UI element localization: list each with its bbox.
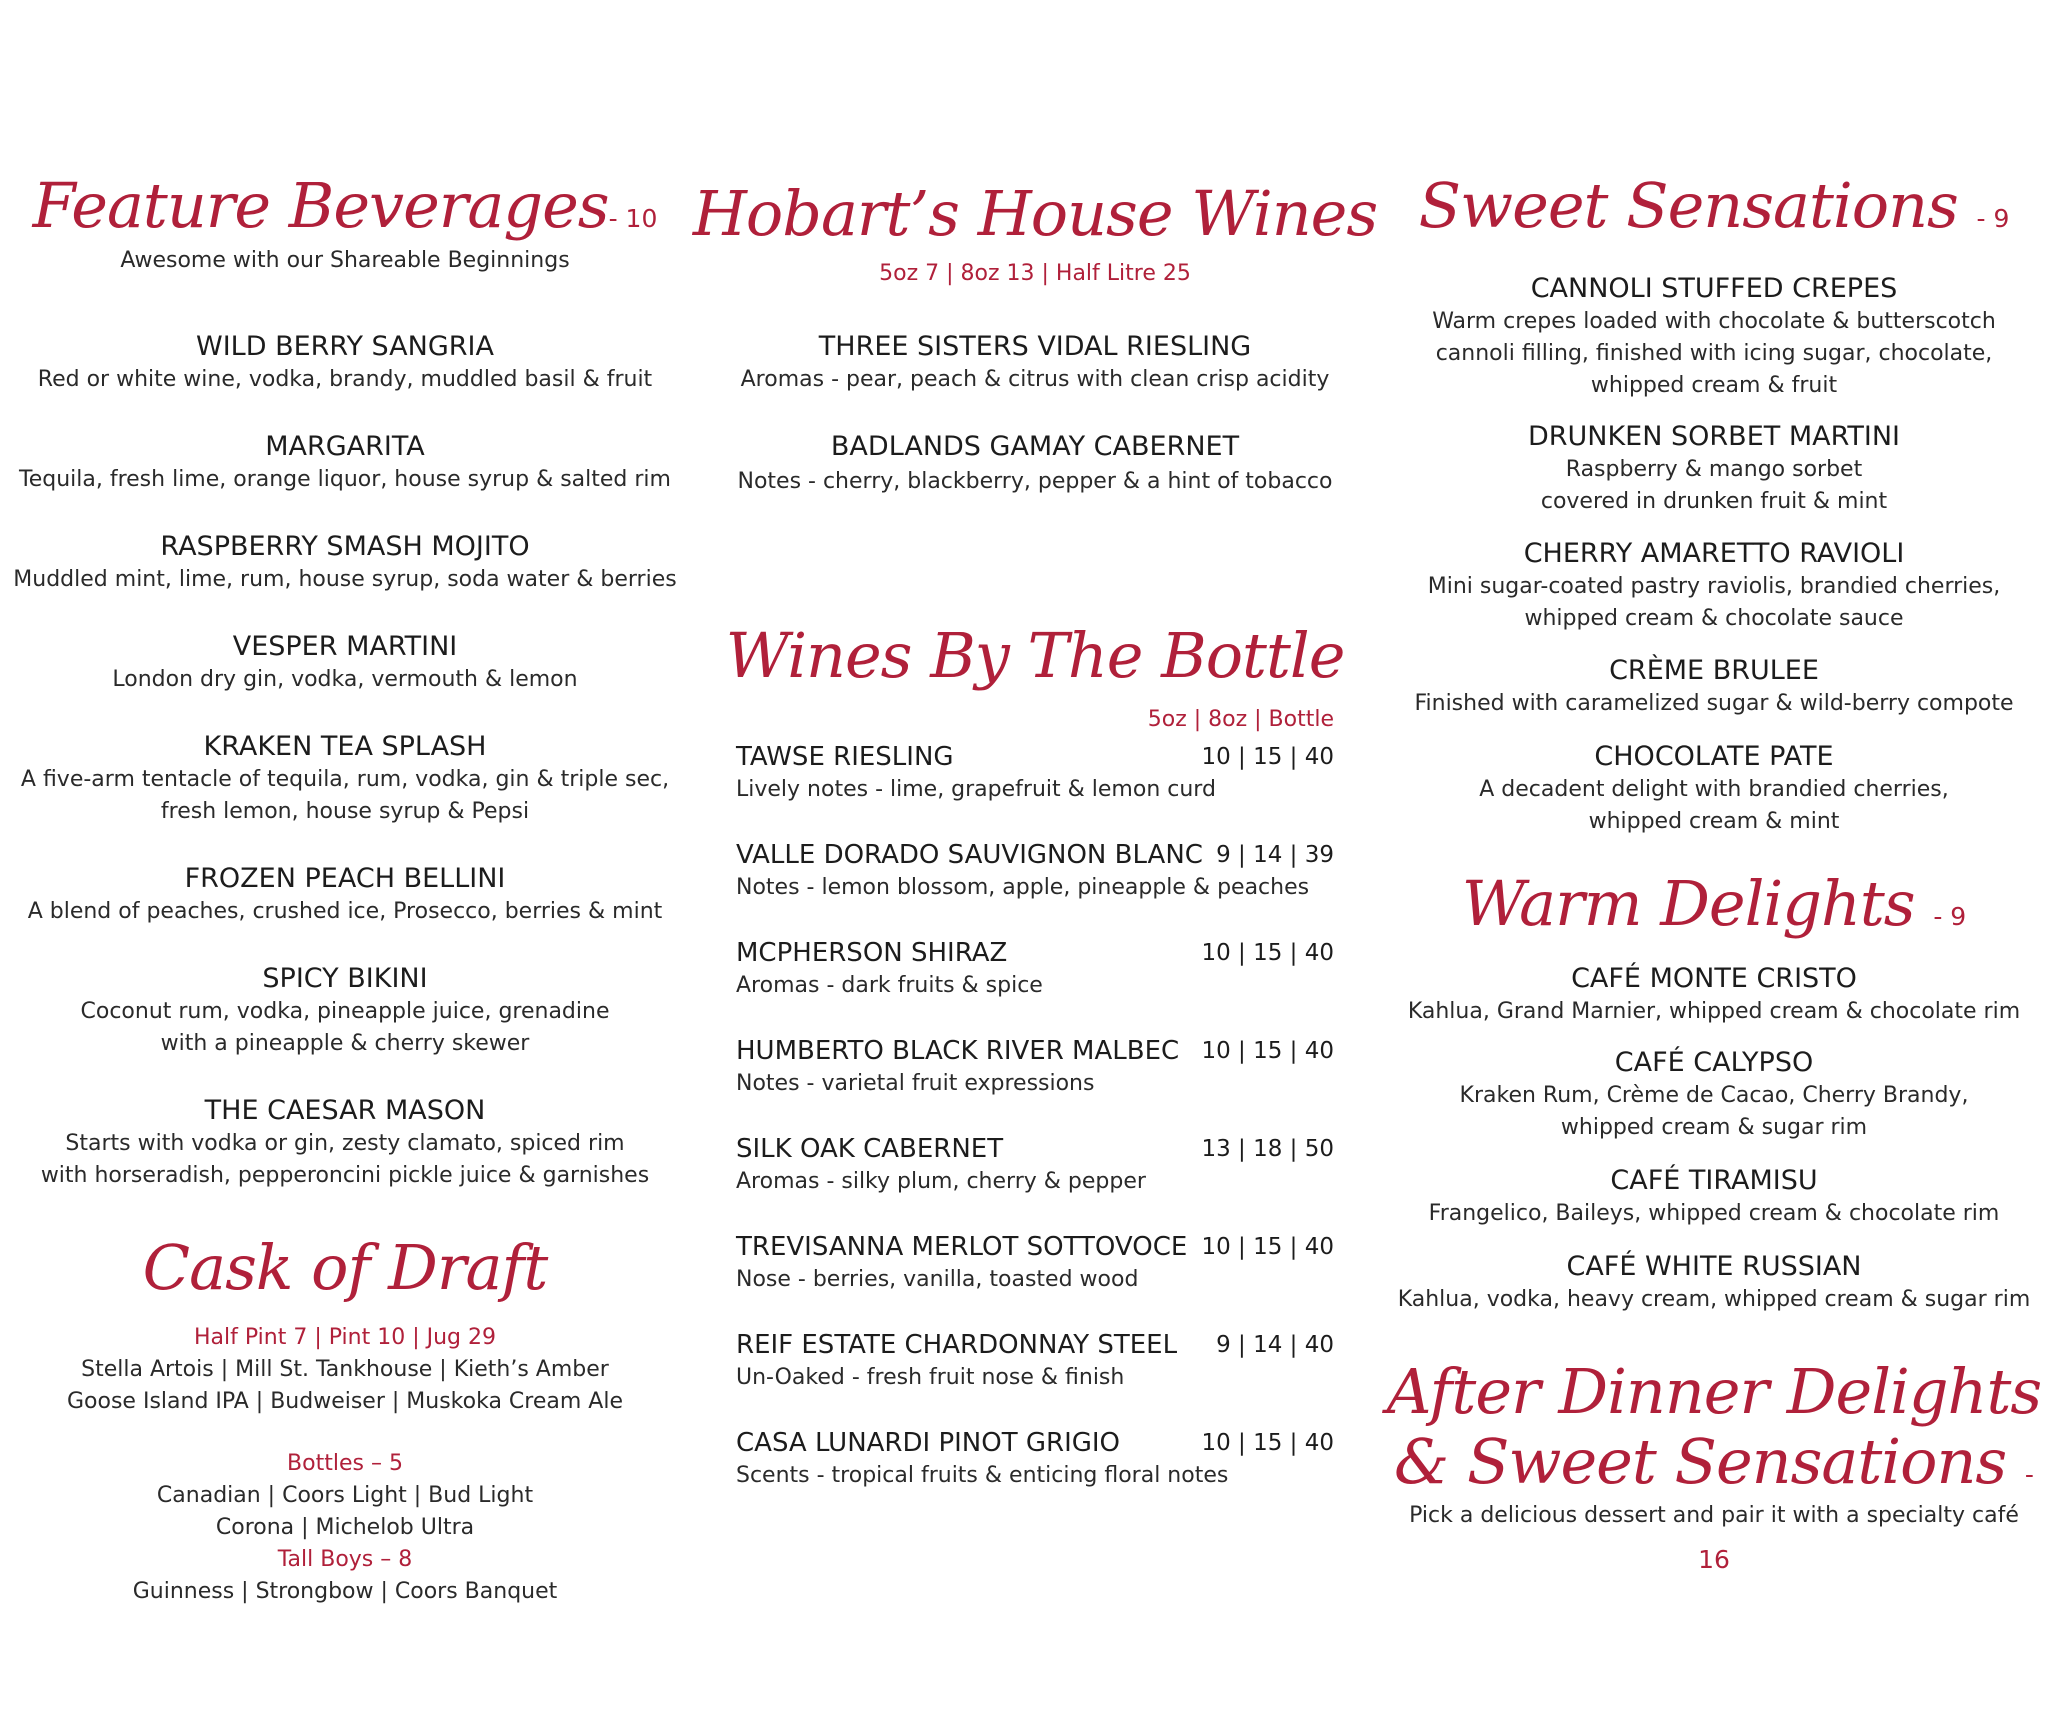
bottle-wine-desc: Notes - lemon blossom, apple, pineapple & peaches (736, 875, 1310, 900)
bottle-wine-name: VALLE DORADO SAUVIGNON BLANC (736, 840, 1203, 870)
bottles-line1: Canadian | Coors Light | Bud Light (156, 1483, 534, 1508)
beverage-desc: Tequila, fresh lime, orange liquor, house syrup & salted rim (19, 467, 671, 492)
after-desc: Pick a delicious dessert and pair it with a specialty café (1409, 1503, 2019, 1528)
bottle-wine-price: 10 | 15 | 40 (1201, 1038, 1334, 1064)
bottle-wine-desc: Un-Oaked - fresh fruit nose & finish (736, 1365, 1125, 1390)
house-wines-title: Hobart’s House Wines (692, 177, 1378, 250)
sweet-item-desc: covered in drunken fruit & mint (1540, 489, 1888, 514)
sweet-item-desc: whipped cream & chocolate sauce (1524, 606, 1904, 631)
bottle-wine-name: CASA LUNARDI PINOT GRIGIO (736, 1428, 1121, 1458)
beverage-desc: London dry gin, vodka, vermouth & lemon (112, 667, 578, 692)
sweet-item-desc: Mini sugar-coated pastry raviolis, brandied cherries, (1427, 574, 2001, 599)
bottles-line2: Corona | Michelob Ultra (215, 1515, 475, 1540)
after-title-line1: After Dinner Delights (1386, 1355, 2042, 1428)
bottle-wine-desc: Aromas - dark fruits & spice (736, 973, 1043, 998)
warm-price: - 9 (1933, 902, 1967, 931)
warm-item-name: CAFÉ WHITE RUSSIAN (1566, 1251, 1862, 1282)
bottle-wine-desc: Aromas - silky plum, cherry & pepper (736, 1169, 1146, 1194)
sweet-item-name: CRÈME BRULEE (1609, 655, 1819, 686)
bottle-wines-title: Wines By The Bottle (725, 619, 1345, 692)
feature-title: Feature Beverages (32, 169, 609, 242)
beverage-name: RASPBERRY SMASH MOJITO (160, 531, 530, 562)
beverage-desc: Starts with vodka or gin, zesty clamato, spiced rim (65, 1131, 625, 1156)
house-wines-prices: 5oz 7 | 8oz 13 | Half Litre 25 (879, 261, 1191, 286)
warm-item-desc: Kraken Rum, Crème de Cacao, Cherry Brandy, (1459, 1083, 1969, 1108)
bottle-wine-name: TREVISANNA MERLOT SOTTOVOCE (736, 1232, 1188, 1262)
beverage-desc: with a pineapple & cherry skewer (160, 1031, 530, 1056)
bottle-wine-desc: Scents - tropical fruits & enticing floral notes (736, 1463, 1229, 1488)
bottle-wine-name: HUMBERTO BLACK RIVER MALBEC (736, 1036, 1180, 1066)
bottle-wines-header: 5oz | 8oz | Bottle (1147, 707, 1334, 732)
after-title-line2: & Sweet Sensations (1394, 1425, 2007, 1498)
beverage-name: THE CAESAR MASON (204, 1095, 486, 1126)
beverage-desc: with horseradish, pepperoncini pickle juice & garnishes (40, 1163, 650, 1188)
draft-line2: Goose Island IPA | Budweiser | Muskoka Cream Ale (67, 1389, 623, 1414)
house-wine-desc: Notes - cherry, blackberry, pepper & a hint of tobacco (737, 469, 1333, 494)
sweet-title-block (1380, 170, 2048, 255)
sweet-price: - 9 (1976, 204, 2010, 233)
sweet-item-desc: Raspberry & mango sorbet (1565, 457, 1863, 482)
sweet-item-desc: Finished with caramelized sugar & wild-berry compote (1414, 691, 2014, 716)
warm-item-desc: Kahlua, Grand Marnier, whipped cream & chocolate rim (1407, 999, 2021, 1024)
beverage-desc: A blend of peaches, crushed ice, Prosecco, berries & mint (27, 899, 663, 924)
beverage-name: FROZEN PEACH BELLINI (184, 863, 506, 894)
beverage-desc: A five-arm tentacle of tequila, rum, vodka, gin & triple sec, (20, 767, 670, 792)
warm-item-desc: Kahlua, vodka, heavy cream, whipped cream & sugar rim (1397, 1287, 2031, 1312)
draft-line1: Stella Artois | Mill St. Tankhouse | Kieth’s Amber (81, 1357, 609, 1382)
bottle-wine-row (736, 1328, 1334, 1394)
beverage-desc: fresh lemon, house syrup & Pepsi (160, 799, 530, 824)
bottle-wine-desc: Nose - berries, vanilla, toasted wood (736, 1267, 1139, 1292)
warm-title-block (1380, 868, 2048, 953)
bottle-wine-desc: Lively notes - lime, grapefruit & lemon curd (736, 777, 1216, 802)
bottle-wine-row (736, 1132, 1334, 1198)
warm-item-name: CAFÉ MONTE CRISTO (1571, 963, 1857, 994)
bottle-wine-price: 9 | 14 | 39 (1216, 842, 1334, 868)
bottle-wine-name: TAWSE RIESLING (736, 742, 954, 772)
beverage-name: KRAKEN TEA SPLASH (203, 731, 487, 762)
tallboys-label: Tall Boys – 8 (277, 1547, 413, 1572)
bottle-wine-row (736, 1230, 1334, 1296)
sweet-item-name: DRUNKEN SORBET MARTINI (1527, 421, 1901, 452)
bottle-wine-price: 9 | 14 | 40 (1216, 1332, 1334, 1358)
sweet-item-name: CANNOLI STUFFED CREPES (1530, 273, 1898, 304)
bottle-wine-name: REIF ESTATE CHARDONNAY STEEL (736, 1330, 1178, 1360)
beverage-desc: Red or white wine, vodka, brandy, muddled basil & fruit (37, 367, 653, 392)
warm-item-name: CAFÉ CALYPSO (1614, 1047, 1814, 1078)
beverage-name: SPICY BIKINI (262, 963, 428, 994)
warm-item-desc: whipped cream & sugar rim (1560, 1115, 1868, 1140)
draft-title: Cask of Draft (142, 1231, 548, 1304)
bottle-wine-name: MCPHERSON SHIRAZ (736, 938, 1008, 968)
bottle-wine-row (736, 740, 1334, 806)
sweet-item-desc: whipped cream & mint (1588, 809, 1840, 834)
tallboys-line1: Guinness | Strongbow | Coors Banquet (132, 1579, 558, 1604)
sweet-item-desc: Warm crepes loaded with chocolate & butterscotch (1432, 309, 1996, 334)
house-wine-desc: Aromas - pear, peach & citrus with clean crisp acidity (740, 367, 1330, 392)
beverage-name: WILD BERRY SANGRIA (196, 331, 494, 362)
warm-title: Warm Delights (1461, 867, 1915, 940)
feature-subtitle: Awesome with our Shareable Beginnings (120, 248, 570, 273)
after-price: - 16 (1698, 1460, 2034, 1574)
warm-item-desc: Frangelico, Baileys, whipped cream & chocolate rim (1428, 1201, 2000, 1226)
bottle-wine-row (736, 936, 1334, 1002)
beverage-name: MARGARITA (265, 431, 425, 462)
sweet-item-name: CHERRY AMARETTO RAVIOLI (1523, 538, 1905, 569)
beverage-desc: Coconut rum, vodka, pineapple juice, grenadine (80, 999, 610, 1024)
feature-price: - 10 (608, 204, 658, 233)
bottle-wine-name: SILK OAK CABERNET (736, 1134, 1004, 1164)
beverage-desc: Muddled mint, lime, rum, house syrup, soda water & berries (13, 567, 677, 592)
bottle-wine-price: 10 | 15 | 40 (1201, 744, 1334, 770)
sweet-item-desc: cannoli filling, finished with icing sugar, chocolate, (1435, 341, 1993, 366)
draft-prices: Half Pint 7 | Pint 10 | Jug 29 (194, 1325, 496, 1350)
bottle-wine-price: 10 | 15 | 40 (1201, 940, 1334, 966)
bottle-wine-desc: Notes - varietal fruit expressions (736, 1071, 1095, 1096)
bottle-wine-price: 10 | 15 | 40 (1201, 1430, 1334, 1456)
sweet-item-desc: whipped cream & fruit (1590, 373, 1838, 398)
beverage-name: VESPER MARTINI (232, 631, 458, 662)
warm-item-name: CAFÉ TIRAMISU (1610, 1165, 1818, 1196)
sweet-item-desc: A decadent delight with brandied cherries, (1479, 777, 1949, 802)
sweet-title: Sweet Sensations (1418, 169, 1958, 242)
bottles-label: Bottles – 5 (287, 1451, 403, 1476)
feature-title-block (0, 170, 690, 255)
bottle-wine-price: 10 | 15 | 40 (1201, 1234, 1334, 1260)
bottle-wine-row (736, 838, 1334, 904)
bottle-wine-row (736, 1426, 1334, 1492)
sweet-item-name: CHOCOLATE PATE (1594, 741, 1834, 772)
house-wine-name: THREE SISTERS VIDAL RIESLING (818, 331, 1252, 362)
bottle-wine-price: 13 | 18 | 50 (1201, 1136, 1334, 1162)
bottle-wine-row (736, 1034, 1334, 1100)
house-wine-name: BADLANDS GAMAY CABERNET (830, 431, 1240, 462)
